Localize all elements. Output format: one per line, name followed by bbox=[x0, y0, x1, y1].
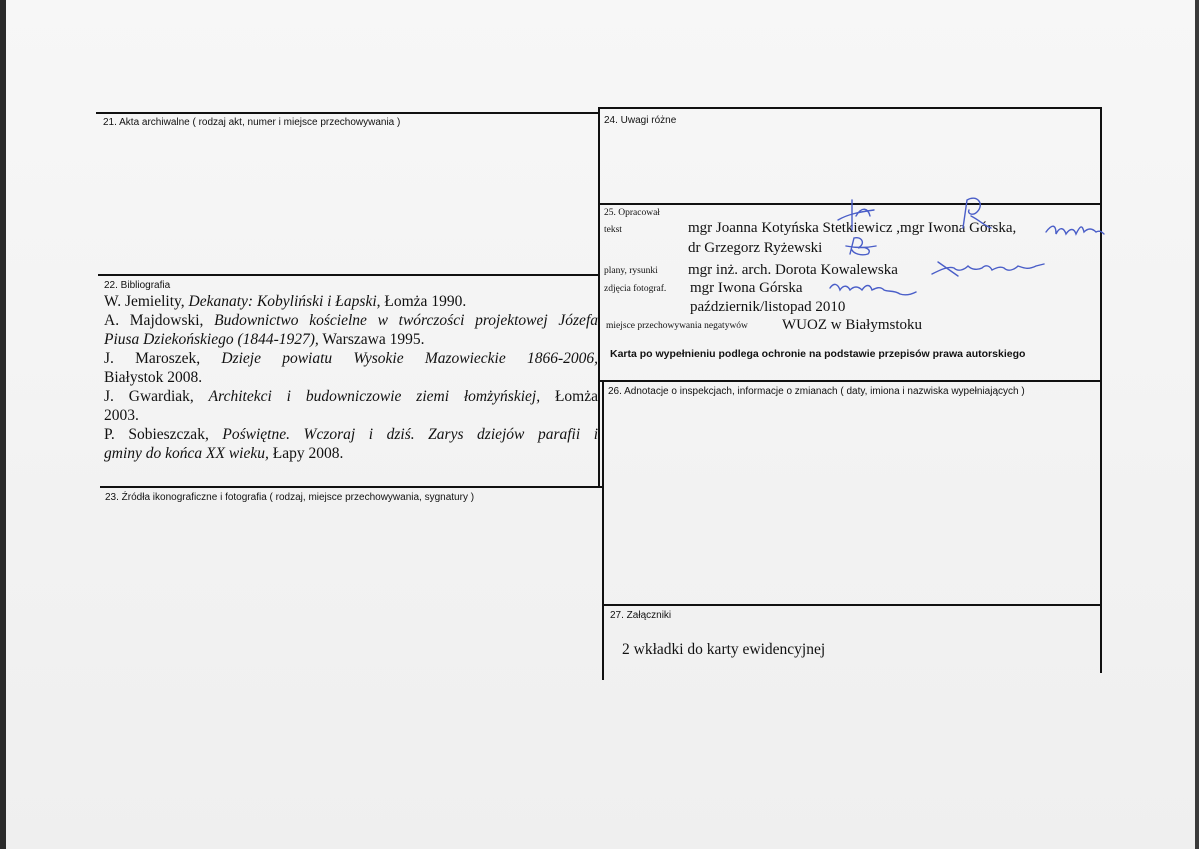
signature-stetkiewicz bbox=[834, 196, 884, 236]
section-22-label: 22. Bibliografia bbox=[104, 280, 171, 291]
scan-edge-left bbox=[0, 0, 6, 849]
rule-22 bbox=[98, 274, 600, 276]
zdjecia-value: mgr Iwona Górska bbox=[690, 280, 803, 296]
bibliography-entry: J. Gwardiak, Architekci i budowniczowie ziemi łomżyńskiej, Łomża bbox=[104, 388, 598, 405]
section-26-label: 26. Adnotacje o inspekcjach, informacje o zmianach ( daty, imiona i nazwiska wypełniających ) bbox=[608, 386, 1025, 397]
bibliography-entry: W. Jemielity, Dekanaty: Kobyliński i Łapski, Łomża 1990. bbox=[104, 293, 467, 310]
center-divider-upper bbox=[598, 107, 600, 487]
negatywy-value: WUOZ w Białymstoku bbox=[782, 317, 922, 333]
bibliography-entry-cont: 2003. bbox=[104, 407, 139, 424]
bibliography-entry-cont: gminy do końca XX wieku, Łapy 2008. bbox=[104, 445, 344, 462]
top-rule-right bbox=[598, 107, 1100, 109]
top-rule-left bbox=[96, 112, 600, 114]
bibliography-list bbox=[104, 293, 598, 464]
rule-27 bbox=[602, 604, 1100, 606]
signature-gorska bbox=[955, 194, 995, 234]
tekst-authors-line2: dr Grzegorz Ryżewski bbox=[688, 240, 823, 256]
zdjecia-label: zdjęcia fotograf. bbox=[604, 284, 667, 294]
plany-label: plany, rysunki bbox=[604, 266, 658, 276]
attachments-value: 2 wkładki do karty ewidencyjnej bbox=[622, 641, 826, 658]
bibliography-entry: J. Maroszek, Dzieje powiatu Wysokie Mazowieckie 1866-2006, bbox=[104, 350, 599, 367]
tekst-label: tekst bbox=[604, 225, 622, 235]
section-24-label: 24. Uwagi różne bbox=[604, 115, 677, 126]
copyright-notice: Karta po wypełnieniu podlega ochronie na podstawie przepisów prawa autorskiego bbox=[610, 348, 1026, 360]
rule-23 bbox=[100, 486, 602, 488]
signature-gorska-3 bbox=[828, 278, 918, 300]
scan-edge-right bbox=[1195, 0, 1199, 849]
tekst-authors-line1: mgr Joanna Kotyńska Stetkiewicz ,mgr Iwona Górska, bbox=[688, 220, 1017, 236]
bibliography-entry-cont: Piusa Dziekońskiego (1844-1927), Warszawa 1995. bbox=[104, 331, 425, 348]
signature-gorska-2 bbox=[1044, 220, 1106, 242]
section-27-label: 27. Załączniki bbox=[610, 610, 672, 621]
right-border bbox=[1100, 107, 1102, 673]
rule-26 bbox=[598, 380, 1100, 382]
section-21-label: 21. Akta archiwalne ( rodzaj akt, numer i miejsce przechowywania ) bbox=[103, 117, 401, 128]
section-25-label: 25. Opracował bbox=[604, 208, 660, 218]
bibliography-entry: A. Majdowski, Budownictwo kościelne w twórczości projektowej Józefa bbox=[104, 312, 598, 329]
section-23-label: 23. Źródła ikonograficzne i fotografia ( rodzaj, miejsce przechowywania, sygnatury ) bbox=[105, 492, 475, 503]
bibliography-entry-cont: Białystok 2008. bbox=[104, 369, 203, 386]
center-divider-lower bbox=[602, 380, 604, 680]
date-value: październik/listopad 2010 bbox=[690, 299, 846, 315]
signature-kowalewska bbox=[928, 256, 1048, 278]
plany-value: mgr inż. arch. Dorota Kowalewska bbox=[688, 262, 898, 278]
bibliography-entry: P. Sobieszczak, Poświętne. Wczoraj i dziś. Zarys dziejów parafii i bbox=[104, 426, 599, 443]
signature-ryzewski bbox=[842, 236, 882, 258]
negatywy-label: miejsce przechowywania negatywów bbox=[606, 321, 748, 331]
